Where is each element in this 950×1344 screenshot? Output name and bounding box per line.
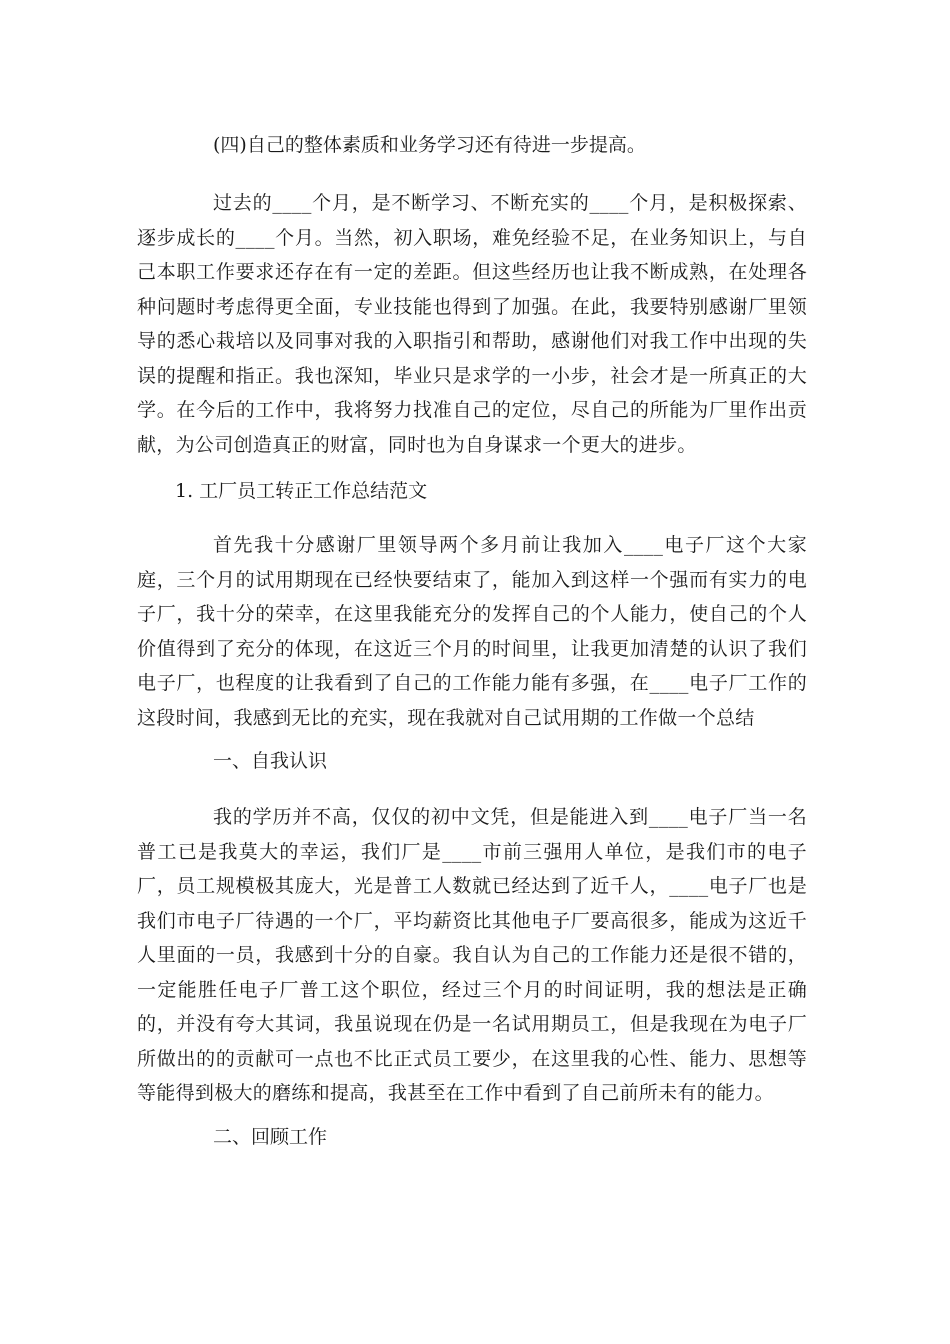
review-work-heading: 二、回顾工作 <box>213 1126 328 1148</box>
article-title: 1. 工厂员工转正工作总结范文 <box>175 480 428 502</box>
self-awareness-heading: 一、自我认识 <box>213 750 328 772</box>
section-four-heading: (四)自己的整体素质和业务学习还有待进一步提高。 <box>213 134 646 156</box>
self-awareness-paragraph: 我的学历并不高，仅仅的初中文凭，但是能进入到____电子厂当一名普工已是我莫大的幸运，我们厂是____市前三强用人单位，是我们市的电子厂，员工规模极其庞大，光是普工人数就已经达到了近千人，____电子厂也是我们市电子厂待遇的一个厂，平均薪资比其他电子厂要高很多，能成为这近千人里面的一员，我感到十分的自豪。我自认为自己的工作能力还是很不错的，一定能胜任电子厂普工这个职位，经过三个月的时间证明，我的想法是正确的，并没有夸大其词，我虽说现在仍是一名试用期员工，但是我现在为电子厂所做出的的贡献可一点也不比正式员工要少，在这里我的心性、能力、思想等等能得到极大的磨练和提高，我甚至在工作中看到了自己前所未有的能力。 <box>137 806 807 1104</box>
intro-paragraph: 首先我十分感谢厂里领导两个多月前让我加入____电子厂这个大家庭，三个月的试用期现在已经快要结束了，能加入到这样一个强而有实力的电子厂，我十分的荣幸，在这里我能充分的发挥自己的个人能力，使自己的个人价值得到了充分的体现，在这近三个月的时间里，让我更加清楚的认识了我们电子厂，也程度的让我看到了自己的工作能力能有多强，在____电子厂工作的这段时间，我感到无比的充实，现在我就对自己试用期的工作做一个总结 <box>137 534 807 729</box>
reflection-paragraph: 过去的____个月，是不断学习、不断充实的____个月，是积极探索、逐步成长的____个月。当然，初入职场，难免经验不足，在业务知识上，与自己本职工作要求还存在有一定的差距。但这些经历也让我不断成熟，在处理各种问题时考虑得更全面，专业技能也得到了加强。在此，我要特别感谢厂里领导的悉心栽培以及同事对我的入职指引和帮助，感谢他们对我工作中出现的失误的提醒和指正。我也深知，毕业只是求学的一小步，社会才是一所真正的大学。在今后的工作中，我将努力找准自己的定位，尽自己的所能为厂里作出贡献，为公司创造真正的财富，同时也为自身谋求一个更大的进步。 <box>137 192 807 456</box>
